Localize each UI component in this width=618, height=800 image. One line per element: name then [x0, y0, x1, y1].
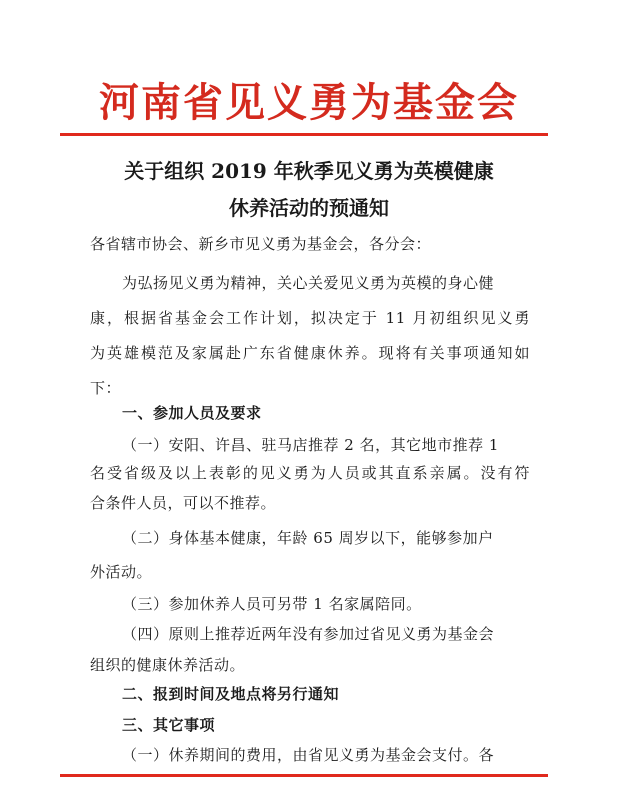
section-1-item-2-line-1: （二）身体基本健康，年龄 65 周岁以下，能够参加户: [122, 529, 494, 547]
section-3-heading: 三、其它事项: [122, 716, 216, 734]
intro-paragraph-line-4: 下：: [90, 379, 122, 397]
intro-paragraph-line-2: 康，根据省基金会工作计划，拟决定于 11 月初组织见义勇: [90, 309, 530, 327]
organization-name: 河南省见义勇为基金会: [99, 79, 519, 126]
header-divider-line: [60, 133, 548, 136]
document-title-line-1: 关于组织 2019 年秋季见义勇为英模健康: [124, 159, 494, 183]
salutation: 各省辖市协会、新乡市见义勇为基金会，各分会：: [90, 235, 432, 253]
section-1-item-4-line-1: （四）原则上推荐近两年没有参加过省见义勇为基金会: [122, 625, 495, 643]
section-2-heading: 二、报到时间及地点将另行通知: [122, 685, 340, 703]
footer-divider-line: [60, 774, 548, 777]
section-1-heading: 一、参加人员及要求: [122, 404, 262, 422]
section-1-item-2-line-2: 外活动。: [90, 563, 153, 581]
section-1-item-1-line-2: 名受省级及以上表彰的见义勇为人员或其直系亲属。没有符: [90, 464, 530, 482]
section-3-item-1-line-1: （一）休养期间的费用，由省见义勇为基金会支付。各: [122, 746, 495, 764]
section-1-item-4-line-2: 组织的健康休养活动。: [90, 656, 246, 674]
section-1-item-3: （三）参加休养人员可另带 1 名家属陪同。: [122, 595, 422, 613]
section-1-item-1-line-1: （一）安阳、许昌、驻马店推荐 2 名，其它地市推荐 1: [122, 436, 499, 454]
intro-paragraph-line-3: 为英雄模范及家属赴广东省健康休养。现将有关事项通知如: [90, 344, 530, 362]
document-title-line-2: 休养活动的预通知: [229, 196, 389, 220]
intro-paragraph-line-1: 为弘扬见义勇为精神，关心关爱见义勇为英模的身心健: [122, 274, 495, 292]
section-1-item-1-line-3: 合条件人员，可以不推荐。: [90, 494, 277, 512]
